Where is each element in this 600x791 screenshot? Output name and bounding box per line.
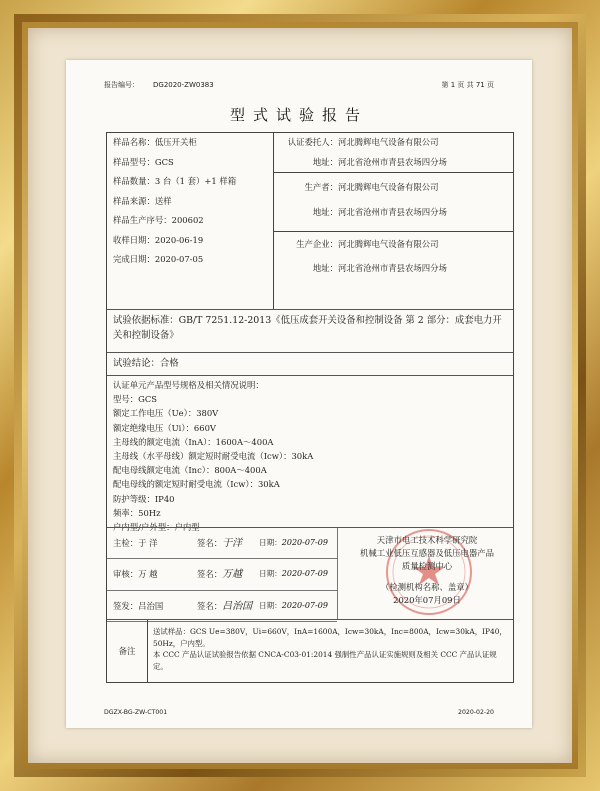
spec-line: 配电母线额定电流（Inc）：800A～400A (113, 465, 267, 476)
field-sample-name: 样品名称：低压开关柜 (113, 137, 197, 147)
spec-line: 主母线的额定电流（InA）：1600A～400A (113, 436, 274, 447)
spec-line: 配电母线的额定短时耐受电流（Icw）：30kA (113, 479, 280, 490)
sample-fields (107, 133, 274, 309)
reviewer-row: 审核：万 越 签名：万越 日期：2020-07-09 (107, 559, 337, 590)
spec-line: 额定绝缘电压（Ui）：660V (113, 422, 216, 433)
spec-line: 频率：50Hz (113, 507, 161, 518)
report-number: 报告编号： DG2020-ZW0383 (104, 81, 214, 89)
test-conclusion: 试验结论：合格 (107, 352, 513, 375)
manufacturer-address: 河北省沧州市青县农场四分场 (338, 207, 447, 217)
spec-line: 认证单元产品型号规格及相关情况说明： (113, 380, 264, 390)
applicant-group: 认证委托人：河北腾辉电气设备有限公司 地址：河北省沧州市青县农场四分场 (274, 133, 513, 173)
remarks-label: 备注 (107, 620, 148, 682)
field-sample-qty: 样品数量：3 台（1 套）+1 样箱 (113, 176, 237, 186)
document-title: 型式试验报告 (229, 106, 368, 124)
document-header (104, 80, 494, 90)
factory-address: 河北省沧州市青县农场四分场 (338, 263, 447, 273)
field-sample-source: 样品来源：送样 (113, 195, 172, 206)
manufacturer-name: 河北腾辉电气设备有限公司 (338, 182, 439, 192)
field-serial-no: 样品生产序号：200602 (113, 215, 204, 225)
inspector-signature: 于洋 (222, 538, 243, 549)
remarks-row (107, 619, 513, 682)
manufacturer-group: 生产者：河北腾辉电气设备有限公司 地址：河北省沧州市青县农场四分场 (274, 173, 513, 232)
report-table (106, 132, 514, 683)
approver-date: 2020-07-09 (281, 600, 328, 610)
form-number: DGZX-BG-ZW-CT001 (104, 709, 168, 716)
approver-row: 签发：吕治国 签名：吕治国 日期：2020-07-09 (107, 591, 337, 622)
spec-line: 型号：GCS (113, 394, 157, 405)
factory-group: 生产企业：河北腾辉电气设备有限公司 地址：河北省沧州市青县农场四分场 (296, 239, 447, 273)
remarks-text: 送试样品：GCS Ue=380V，Ui=660V，InA=1600A，Icw=30kA，Inc=800A，Icw=30kA，IP40，50Hz，户内型。 本 CCC 产品认证试验报告依据 CNCA-C03-01:2014 强制性产品认证实施规则及相关 CCC 产品认证规定。 (153, 627, 507, 671)
field-completed-date: 完成日期：2020-07-05 (113, 254, 204, 264)
form-date: 2020-02-20 (458, 709, 494, 716)
inspector-row: 主检：于 洋 签名：于洋 日期：2020-07-09 (107, 528, 337, 559)
spec-line: 户内型/户外型：户内型 (113, 521, 200, 532)
field-received-date: 收样日期：2020-06-19 (113, 234, 204, 245)
document-footer (104, 709, 494, 716)
spec-line: 防护等级：IP40 (113, 493, 175, 504)
certificate-document (66, 60, 532, 728)
party-fields (274, 133, 513, 309)
sample-info-block (107, 133, 513, 309)
factory-name: 河北腾辉电气设备有限公司 (338, 239, 439, 249)
reviewer-date: 2020-07-09 (281, 569, 328, 579)
signature-block (107, 527, 513, 619)
test-standard: 试验依据标准：GB/T 7251.12-2013《低压成套开关设备和控制设备 第 2 部分：成套电力开关和控制设备》 (107, 309, 513, 352)
reviewer-signature: 万越 (222, 569, 243, 581)
spec-line: 主母线（水平母线）额定短时耐受电流（Icw）：30kA (113, 450, 314, 461)
page-indicator: 第 1 页 共 71 页 (441, 81, 494, 89)
approver-signature: 吕治国 (222, 600, 253, 612)
spec-description (107, 375, 513, 532)
issuing-organization: 天津市电工技术科学研究院 机械工业低压互感器及低压电器产品 质量检测中心 （检测机构名称、盖章） 2020年07月09日 (360, 535, 494, 606)
applicant-name: 河北腾辉电气设备有限公司 (338, 137, 439, 147)
inspector-date: 2020-07-09 (281, 538, 328, 547)
spec-line: 额定工作电压（Ue）：380V (113, 408, 219, 419)
field-sample-model: 样品型号：GCS (113, 156, 174, 167)
signature-divider (337, 528, 338, 619)
applicant-address: 河北省沧州市青县农场四分场 (338, 156, 447, 167)
